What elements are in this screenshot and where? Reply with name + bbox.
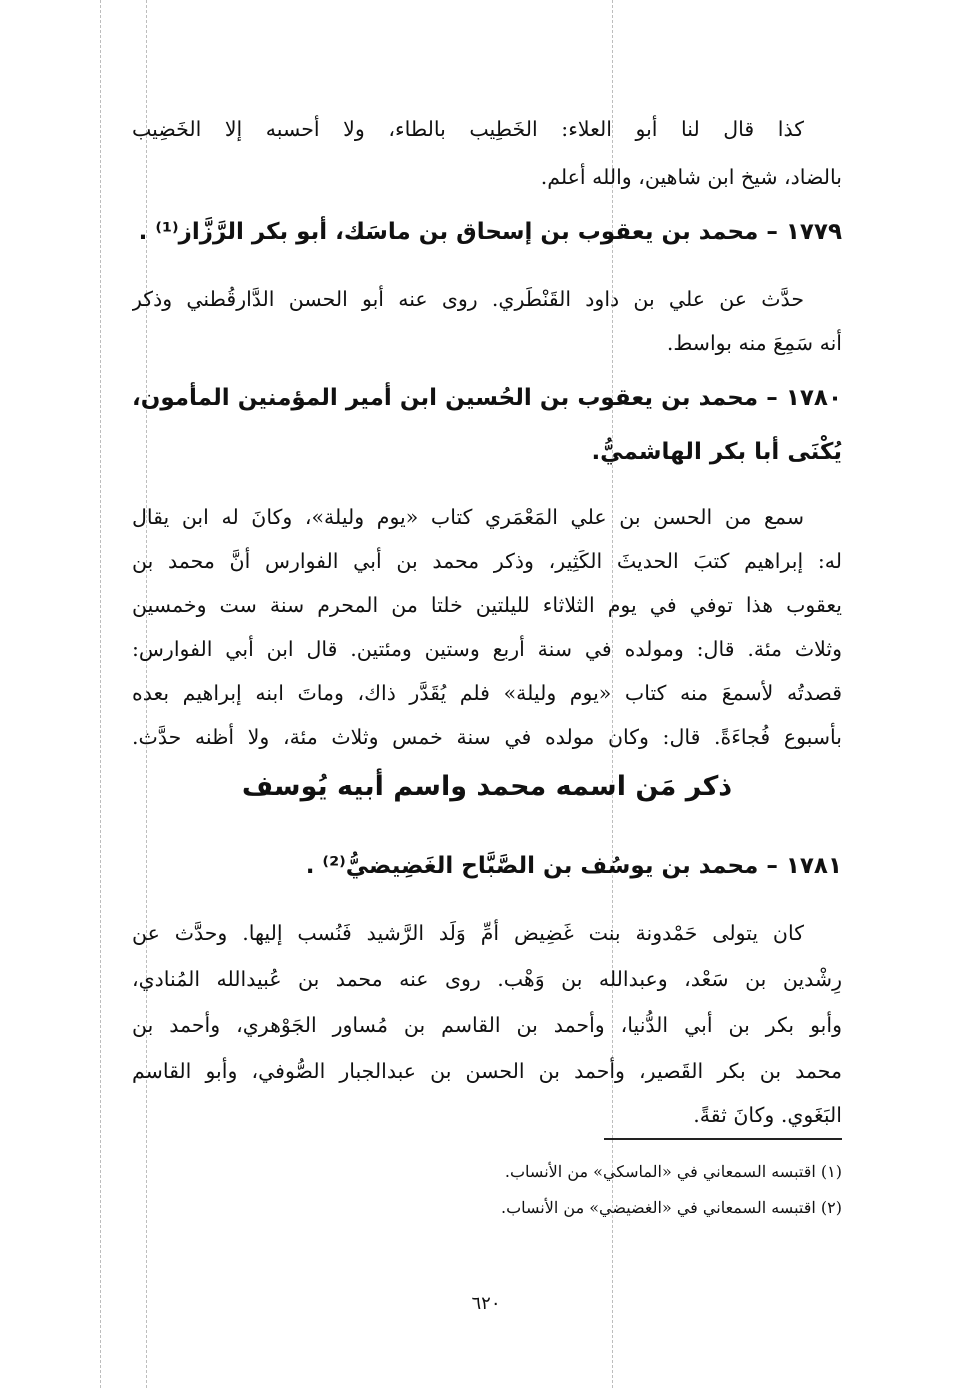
entry-1781-heading: ١٧٨١ – محمد بن يوسُف بن الصَّبَّاح الغَضِيضيُّ⁽²⁾ .: [305, 853, 842, 879]
entry-1779-heading: ١٧٧٩ – محمد بن يعقوب بن إسحاق بن ماسَك، أبو بكر الرَّزَّاز⁽¹⁾ .: [138, 219, 842, 245]
scan-guide-line: [100, 0, 101, 1388]
entry-1780-line-5: قصدتُه لأسمعَ منه كتاب «يوم وليلة» فلم يُقَدَّر ذاك، وماتَ ابنه إبراهيم بعده: [132, 681, 842, 705]
intro-line-1: كذا قال لنا أبو العلاء: الخَطِيب بالطاء، ولا أحسبه إلا الخَضِيب: [132, 117, 804, 141]
entry-1781-line-1: كان يتولى حَمْدونة بنت غَضِيض أمِّ وَلَد الرَّشيد فَنُسب إليها. وحدَّث عن: [132, 921, 804, 945]
footnote-separator: [604, 1138, 842, 1140]
entry-1781-line-4: محمد بن بكر القَصير، وأحمد بن الحسن بن عبدالجبار الصُّوفي، وأبو القاسم: [132, 1059, 842, 1083]
entry-1780-heading-line-1: ١٧٨٠ – محمد بن يعقوب بن الحُسين ابن أمير المؤمنين المأمون،: [132, 385, 842, 411]
entry-1780-line-1: سمع من الحسن بن علي المَعْمَري كتاب «يوم وليلة»، وكانَ له ابن يقال: [132, 505, 804, 529]
entry-1779-line-1: حدَّث عن علي بن داود القَنْطَري. روى عنه أبو الحسن الدَّارقُطني وذكر: [132, 287, 804, 311]
intro-line-2: بالضاد، شيخ ابن شاهين، والله أعلم.: [540, 165, 842, 189]
entry-1780-heading-line-2: يُكْنَى أبا بكر الهاشميُّ.: [591, 439, 842, 465]
footnote-1: (١) اقتبسه السمعاني في «الماسكي» من الأنساب.: [504, 1162, 842, 1181]
section-title: ذكر مَن اسمه محمد واسم أبيه يُوسف: [241, 771, 733, 802]
footnote-2: (٢) اقتبسه السمعاني في «الغضيضي» من الأنساب.: [500, 1198, 842, 1217]
entry-1780-line-4: وثلاث مئة. قال: ومولده في سنة أربع وستين ومئتين. قال ابن أبي الفوارس:: [132, 637, 842, 661]
page-number: ٦٢٠: [471, 1293, 501, 1314]
entry-1779-line-2: أنه سَمِعَ منه بواسط.: [666, 331, 842, 355]
entry-1780-line-3: يعقوب هذا توفي في يوم الثلاثاء لليلتين خلتا من المحرم سنة ست وخمسين: [132, 593, 842, 617]
entry-1780-line-2: له: إبراهيم كتبَ الحديثَ الكَثِير، وذكر محمد بن أبي الفوارس أنَّ محمد بن: [132, 549, 842, 573]
entry-1781-line-3: وأبو بكر بن أبي الدُّنيا، وأحمد بن القاسم بن مُساور الجَوْهري، وأحمد بن: [132, 1013, 842, 1037]
entry-1781-line-5: البَغَوي. وكانَ ثقةً.: [693, 1103, 842, 1127]
entry-1781-line-2: رِشْدين بن سَعْد، وعبدالله بن وَهْب. روى عنه محمد بن عُبيدالله المُنادي،: [132, 967, 842, 991]
entry-1780-line-6: بأسبوع فُجاءَةً. قال: وكان مولده في سنة خمس وثلاث مئة، ولا أظنه حدَّث.: [132, 725, 842, 749]
